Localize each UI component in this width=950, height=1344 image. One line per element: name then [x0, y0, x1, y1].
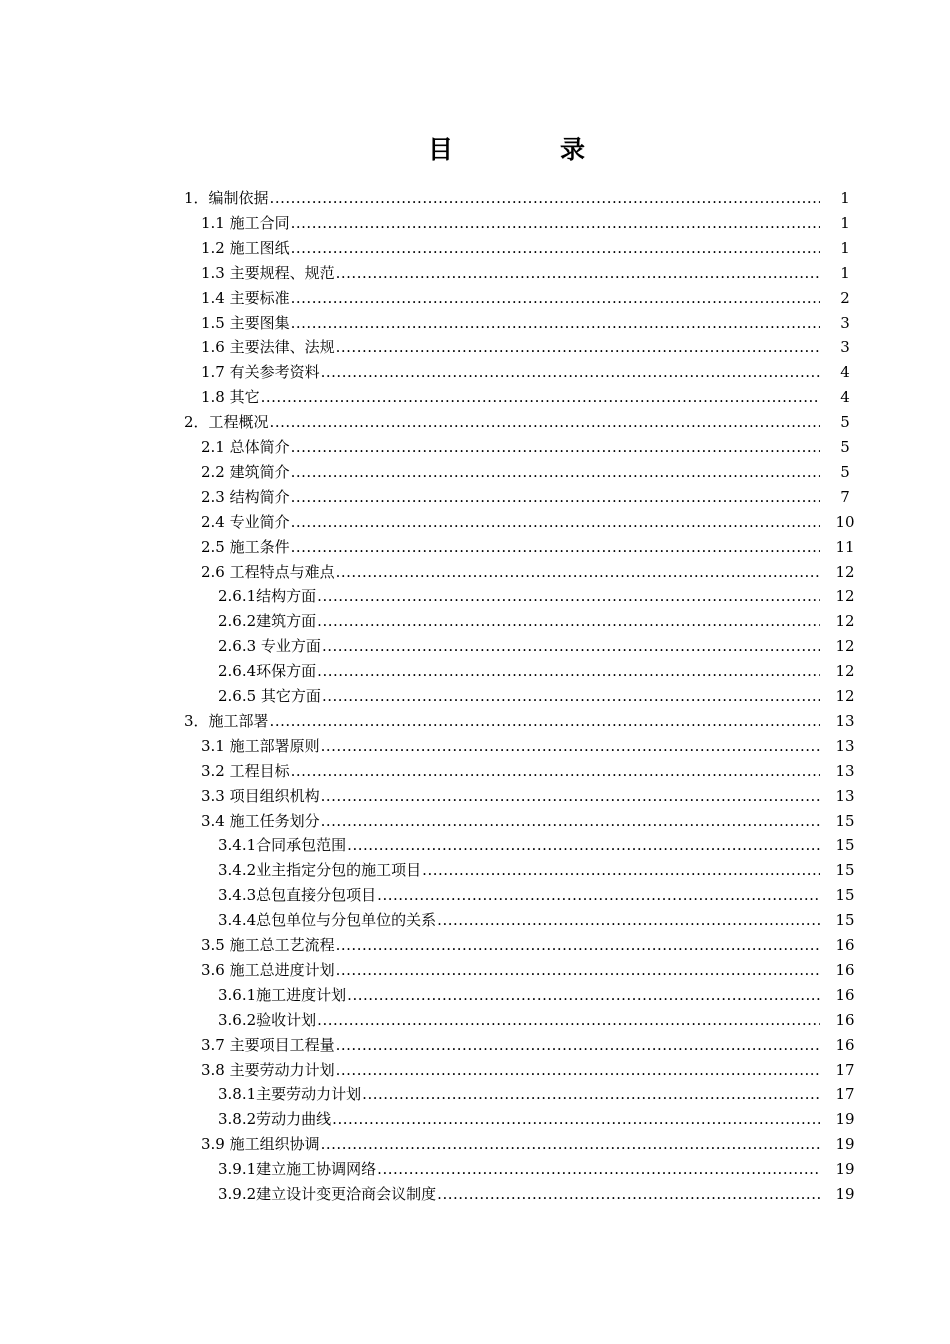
toc-entry-page-number: 15	[835, 836, 855, 855]
toc-entry-label: 2.6.2建筑方面	[218, 612, 317, 631]
toc-entry-page-number: 15	[835, 861, 855, 880]
toc-entry-leader	[218, 684, 820, 709]
toc-entry[interactable]	[0, 759, 950, 784]
toc-entry[interactable]	[0, 311, 950, 336]
toc-entry-leader	[218, 659, 820, 684]
toc-entry-leader	[218, 584, 820, 609]
toc-entry-leader	[218, 1157, 820, 1182]
toc-entry[interactable]	[0, 734, 950, 759]
toc-entry-label: 1.3 主要规程、规范	[201, 263, 335, 282]
toc-entry-leader	[201, 385, 820, 410]
toc-entry-page-number: 7	[840, 487, 850, 506]
toc-entry-label: 3.7 主要项目工程量	[201, 1035, 335, 1054]
toc-entry[interactable]	[0, 186, 950, 211]
toc-entry-page-number: 16	[835, 936, 855, 954]
toc-entry[interactable]	[0, 236, 950, 261]
toc-entry-label: 1.6 主要法律、法规	[201, 338, 335, 357]
toc-entry[interactable]	[0, 510, 950, 535]
toc-entry-leader	[201, 958, 820, 983]
toc-entry-leader	[218, 883, 820, 908]
toc-entry-leader	[201, 211, 820, 236]
toc-entry-page-number: 12	[835, 612, 855, 631]
toc-entry[interactable]	[0, 634, 950, 659]
toc-entry-page-number: 15	[835, 811, 855, 830]
toc-entry[interactable]	[0, 560, 950, 585]
toc-entry-leader	[184, 709, 820, 734]
toc-entry[interactable]	[0, 883, 950, 908]
toc-entry-page-number: 12	[835, 562, 855, 581]
toc-entry[interactable]	[0, 335, 950, 360]
toc-entry-page-number: 13	[835, 711, 855, 730]
toc-entry-label: 2.3 结构简介	[201, 487, 290, 506]
toc-entry-page-number: 15	[835, 911, 855, 930]
toc-entry[interactable]	[0, 410, 950, 435]
toc-entry[interactable]	[0, 211, 950, 236]
toc-entry-label: 1.1 施工合同	[201, 213, 290, 232]
toc-entry-leader	[184, 186, 820, 211]
toc-entry-leader	[201, 560, 820, 585]
toc-entry-page-number: 11	[835, 537, 855, 556]
toc-entry[interactable]	[0, 1033, 950, 1058]
toc-entry-label: 2.6.5 其它方面	[218, 687, 321, 705]
toc-entry-leader	[201, 261, 820, 286]
toc-entry-label: 3.3 项目组织机构	[201, 786, 320, 805]
toc-entry-leader	[184, 410, 820, 435]
toc-entry-page-number: 3	[840, 313, 850, 332]
toc-entry-page-number: 12	[835, 587, 855, 606]
toc-entry[interactable]	[0, 659, 950, 684]
toc-entry-label: 1.2 施工图纸	[201, 238, 290, 257]
toc-entry-page-number: 1	[840, 238, 850, 257]
toc-entry-page-number: 16	[835, 1035, 855, 1054]
toc-entry-page-number: 16	[835, 1010, 855, 1029]
toc-entry-leader	[201, 485, 820, 510]
toc-entry[interactable]	[0, 833, 950, 858]
toc-entry-label: 1.4 主要标准	[201, 288, 290, 307]
toc-entry-leader	[201, 311, 820, 336]
toc-entry-label: 1.8 其它	[201, 388, 260, 407]
toc-entry-label: 3.6.1施工进度计划	[218, 985, 347, 1004]
toc-entry[interactable]	[0, 1058, 950, 1083]
toc-entry[interactable]	[0, 709, 950, 734]
toc-entry-leader	[218, 634, 820, 659]
toc-entry-leader	[201, 759, 820, 784]
toc-entry-label: 2.6.3 专业方面	[218, 637, 321, 656]
toc-entry-page-number: 10	[835, 512, 855, 531]
toc-entry-label: 2.6 工程特点与难点	[201, 562, 335, 581]
toc-entry-label: 3.9.2建立设计变更洽商会议制度	[218, 1185, 437, 1203]
toc-entry-label: 1.5 主要图集	[201, 313, 290, 332]
toc-entry-label: 2.1 总体简介	[201, 438, 290, 456]
title-char-1: 目	[428, 135, 454, 164]
toc-entry-page-number: 16	[835, 960, 855, 979]
toc-entry-page-number: 3	[840, 338, 850, 357]
toc-entry-leader	[218, 983, 820, 1008]
title-char-2: 录	[560, 135, 586, 164]
toc-entry-leader	[218, 908, 820, 933]
toc-entry-leader	[218, 1082, 820, 1107]
toc-entry[interactable]	[0, 908, 950, 933]
toc-entry-label: 2．工程概况	[184, 413, 269, 432]
toc-entry[interactable]	[0, 958, 950, 983]
toc-title	[0, 130, 950, 170]
toc-entry-leader	[218, 1008, 820, 1033]
toc-entry-leader	[201, 535, 820, 560]
toc-entry-label: 3.1 施工部署原则	[201, 736, 320, 755]
toc-entry[interactable]	[0, 609, 950, 634]
toc-entry-label: 3.8.2劳动力曲线	[218, 1110, 332, 1129]
toc-entry-leader	[201, 784, 820, 809]
toc-entry[interactable]	[0, 435, 950, 460]
toc-entry-label: 3.4.2业主指定分包的施工项目	[218, 861, 422, 880]
toc-entry-leader	[201, 933, 820, 958]
toc-entry[interactable]	[0, 1132, 950, 1157]
toc-entry-page-number: 2	[840, 288, 850, 307]
toc-entry-leader	[201, 286, 820, 311]
toc-entry-label: 2.5 施工条件	[201, 537, 290, 556]
toc-entry[interactable]	[0, 1082, 950, 1107]
toc-entry[interactable]	[0, 460, 950, 485]
toc-entry-label: 3．施工部署	[184, 711, 269, 730]
toc-entry-page-number: 12	[835, 662, 855, 681]
toc-entry[interactable]	[0, 1182, 950, 1207]
toc-entry[interactable]	[0, 485, 950, 510]
toc-entry-leader	[201, 435, 820, 460]
toc-entry-label: 3.8.1主要劳动力计划	[218, 1085, 362, 1104]
toc-entry-label: 3.5 施工总工艺流程	[201, 936, 335, 954]
toc-entry-label: 2.2 建筑简介	[201, 462, 290, 481]
toc-entry-label: 1.7 有关参考资料	[201, 363, 320, 382]
toc-entry-page-number: 4	[840, 388, 850, 407]
toc-entry-leader	[218, 1182, 820, 1207]
toc-entry-page-number: 19	[835, 1135, 855, 1154]
toc-entry[interactable]	[0, 385, 950, 410]
toc-entry-leader	[201, 1033, 820, 1058]
toc-entry-leader	[201, 510, 820, 535]
toc-entry-label: 3.6.2验收计划	[218, 1010, 317, 1029]
toc-entry-leader	[201, 335, 820, 360]
toc-entry-leader	[218, 833, 820, 858]
toc-entry-label: 3.4.4总包单位与分包单位的关系	[218, 911, 437, 930]
toc-entry-page-number: 5	[840, 462, 850, 481]
toc-entry-leader	[201, 460, 820, 485]
toc-entry[interactable]	[0, 858, 950, 883]
toc-entry-page-number: 19	[835, 1160, 855, 1179]
toc-entry-page-number: 13	[835, 761, 855, 780]
toc-entry-leader	[218, 1107, 820, 1132]
toc-entry[interactable]	[0, 1107, 950, 1132]
toc-entry[interactable]	[0, 360, 950, 385]
toc-entry-page-number: 1	[840, 213, 850, 232]
toc-entry-page-number: 4	[840, 363, 850, 382]
toc-entry-label: 2.6.1结构方面	[218, 587, 317, 606]
toc-entry-label: 3.9.1建立施工协调网络	[218, 1160, 377, 1179]
toc-entry-page-number: 12	[835, 637, 855, 656]
toc-entry-label: 3.2 工程目标	[201, 761, 290, 780]
toc-entry-leader	[218, 858, 820, 883]
toc-entry-leader	[201, 236, 820, 261]
toc-entry[interactable]	[0, 535, 950, 560]
toc-entry-leader	[218, 609, 820, 634]
toc-entry-page-number: 5	[840, 438, 850, 456]
toc-entry-label: 2.4 专业简介	[201, 512, 290, 531]
toc-entry[interactable]	[0, 983, 950, 1008]
toc-entry-page-number: 19	[835, 1110, 855, 1129]
toc-entry-label: 3.9 施工组织协调	[201, 1135, 320, 1154]
toc-entry[interactable]	[0, 933, 950, 958]
toc-entry-leader	[201, 734, 820, 759]
toc-entry-leader	[201, 1058, 820, 1083]
toc-entry[interactable]	[0, 784, 950, 809]
toc-entry-page-number: 1	[840, 263, 850, 282]
toc-entry-leader	[201, 360, 820, 385]
toc-entry-label: 3.4.1合同承包范围	[218, 836, 347, 855]
toc-entry-page-number: 13	[835, 786, 855, 805]
toc-entry-page-number: 16	[835, 985, 855, 1004]
toc-entry[interactable]	[0, 1157, 950, 1182]
toc-entry-page-number: 5	[840, 413, 850, 432]
toc-entry-label: 1．编制依据	[184, 189, 269, 207]
toc-entry[interactable]	[0, 809, 950, 834]
toc-entry-leader	[201, 809, 820, 834]
toc-entry-page-number: 1	[840, 189, 850, 207]
toc-entry-page-number: 12	[835, 687, 855, 705]
toc-entry[interactable]	[0, 286, 950, 311]
toc-entry[interactable]	[0, 1008, 950, 1033]
toc-entry-page-number: 19	[835, 1185, 855, 1203]
toc-entry[interactable]	[0, 684, 950, 709]
toc-entry-leader	[201, 1132, 820, 1157]
toc-entry-page-number: 15	[835, 886, 855, 905]
toc-entry-page-number: 13	[835, 736, 855, 755]
toc-entry-page-number: 17	[835, 1085, 855, 1104]
toc-entry[interactable]	[0, 584, 950, 609]
toc-entry-label: 3.6 施工总进度计划	[201, 960, 335, 979]
toc-entry-label: 2.6.4环保方面	[218, 662, 317, 681]
toc-entry-label: 3.4 施工任务划分	[201, 811, 320, 830]
toc-entry[interactable]	[0, 261, 950, 286]
toc-entry-label: 3.4.3总包直接分包项目	[218, 886, 377, 905]
toc-entry-label: 3.8 主要劳动力计划	[201, 1060, 335, 1079]
toc-entry-page-number: 17	[835, 1060, 855, 1079]
